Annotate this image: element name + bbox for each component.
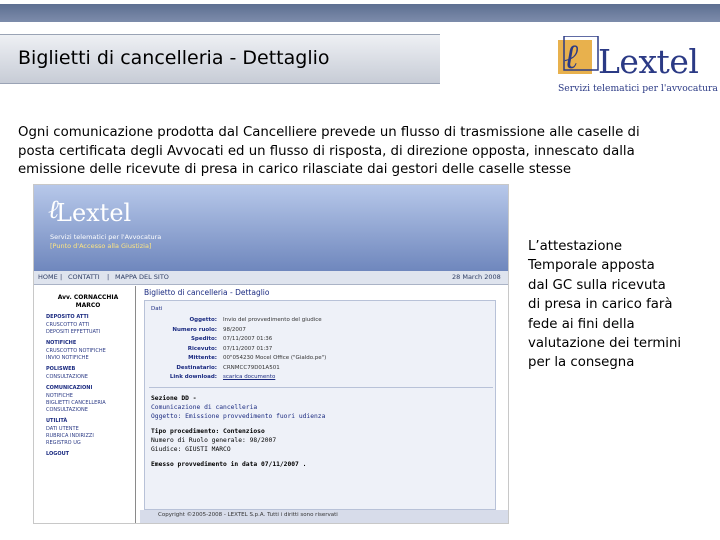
logo-tagline: Servizi telematici per l'avvocatura [558, 83, 718, 94]
user-name: Avv. CORNACCHIA MARCO [57, 294, 119, 309]
divider [149, 387, 493, 388]
breadcrumb: Biglietto di cancelleria - Dettaglio [144, 288, 270, 297]
message-line: Sezione DD - [151, 395, 197, 402]
panel-title: Dati [151, 306, 163, 312]
sidebar-menu-item[interactable]: COMUNICAZIONI [46, 385, 93, 391]
app-logo-wordmark: Lextel [56, 199, 132, 227]
detail-field [153, 374, 275, 380]
sidebar-menu-item[interactable]: CRUSCOTTO NOTIFICHE [46, 348, 106, 354]
detail-panel [144, 300, 496, 510]
intro-text [18, 124, 708, 180]
app-tagline: Servizi telematici per l'Avvocatura [50, 233, 162, 241]
field-label: Spedito: [190, 336, 217, 342]
field-label: Link download: [169, 374, 217, 380]
sidebar-menu-item[interactable]: POLISWEB [46, 366, 76, 372]
field-label: Ricevuto: [187, 345, 217, 352]
field-label: Mittente: [188, 355, 217, 361]
svg-text:ℓ: ℓ [564, 37, 579, 76]
message-line: Emesso provvedimento in data 07/11/2007 . [151, 461, 307, 468]
intro-line: emissione delle ricevute di presa in carico rilasciate dai gestori delle caselle stesse [18, 162, 572, 177]
sidebar-menu-item[interactable]: BIGLIETTI CANCELLERIA [46, 400, 106, 406]
sidebar-menu-item[interactable]: LOGOUT [46, 451, 70, 457]
logo-wordmark: Lextel [598, 42, 699, 81]
side-note-line: L’attestazione [528, 239, 623, 254]
field-value: Invio del provvedimento del giudice [223, 317, 322, 323]
field-label: Oggetto: [189, 317, 217, 323]
detail-field [153, 317, 322, 323]
detail-field [153, 346, 272, 352]
field-label: Numero ruolo: [172, 326, 217, 333]
sidebar-menu-item[interactable]: REGISTRO UG [46, 440, 81, 446]
nav-mappa[interactable]: MAPPA DEL SITO [115, 273, 169, 281]
detail-field [153, 327, 246, 333]
app-nav [34, 271, 508, 285]
field-value: 00"054230 Mocel Office ("Gialdo.pe") [223, 355, 327, 361]
sidebar-menu-item[interactable]: CRUSCOTTO ATTI [46, 322, 90, 328]
nav-home[interactable]: HOME [38, 273, 58, 281]
sidebar-menu-item[interactable]: DEPOSITI EFFETTUATI [46, 329, 101, 335]
detail-field [153, 355, 326, 361]
side-note-line: fede ai fini della [528, 316, 635, 332]
message-line: Tipo procedimento: Contenzioso [151, 428, 265, 435]
message-line: Oggetto: Emissione provvedimento fuori udienza [151, 413, 326, 420]
message-line: Giudice: GIUSTI MARCO [151, 446, 231, 453]
app-sidebar [34, 286, 136, 523]
field-value: CRNMCC79D01A501 [223, 364, 280, 371]
lextel-logo [556, 36, 716, 98]
intro-line: posta certificata degli Avvocati ed un flusso di risposta, di direzione opposta, innescato dalla [18, 143, 635, 159]
download-link[interactable]: scarica documento [223, 374, 276, 380]
field-value: 98/2007 [223, 326, 246, 333]
app-subtagline: [Punto d'Accesso alla Giustizia] [50, 242, 152, 250]
nav-date: 28 March 2008 [452, 273, 501, 281]
app-main [140, 286, 508, 510]
side-note-line: per la consegna [528, 355, 635, 371]
top-band [0, 4, 720, 22]
intro-line: Ogni comunicazione prodotta dal Cancelliere prevede un flusso di trasmissione alle caselle di [18, 125, 640, 140]
sidebar-menu-item[interactable]: CONSULTAZIONE [46, 374, 88, 380]
app-header [34, 185, 508, 271]
side-note-line: di presa in carico farà [528, 297, 673, 313]
side-note-line: valutazione dei termini [528, 336, 682, 352]
side-note-line: dal GC sulla ricevuta [528, 277, 666, 293]
sidebar-menu-item[interactable]: DEPOSITO ATTI [46, 314, 89, 320]
sidebar-menu-item[interactable]: CONSULTAZIONE [46, 407, 88, 413]
title-bar [0, 34, 440, 84]
nav-separator: | [60, 273, 63, 281]
sidebar-menu-item[interactable]: NOTIFICHE [46, 393, 73, 399]
sidebar-menu-item[interactable]: UTILITÀ [46, 418, 68, 424]
sidebar-menu-item[interactable]: INVIO NOTIFICHE [46, 355, 89, 361]
message-line: Numero di Ruolo generale: 98/2007 [151, 437, 277, 444]
copyright-text: Copyright ©2005-2008 - LEXTEL S.p.A. Tutti i diritti sono riservati [158, 512, 338, 518]
app-footer [140, 510, 508, 523]
slide-title: Biglietti di cancelleria - Dettaglio [18, 47, 330, 69]
sidebar-menu-item[interactable]: NOTIFICHE [46, 340, 77, 346]
side-note-line: Temporale apposta [528, 258, 655, 274]
detail-field [153, 365, 280, 371]
side-note [528, 237, 708, 373]
sidebar-menu-item[interactable]: RUBRICA INDIRIZZI [46, 433, 94, 439]
nav-contatti[interactable]: CONTATTI [68, 273, 100, 281]
app-screenshot [34, 185, 508, 523]
field-label: Destinatario: [176, 364, 217, 371]
nav-separator: | [107, 273, 110, 281]
message-line: Comunicazione di cancelleria [151, 404, 258, 411]
detail-field [153, 336, 272, 342]
lextel-logo-icon [556, 36, 600, 76]
app-logo-icon: ℓ [48, 195, 59, 225]
field-value: 07/11/2007 01:36 [223, 336, 273, 342]
sidebar-menu-item[interactable]: DATI UTENTE [46, 426, 79, 432]
field-value: 07/11/2007 01:37 [223, 345, 273, 352]
